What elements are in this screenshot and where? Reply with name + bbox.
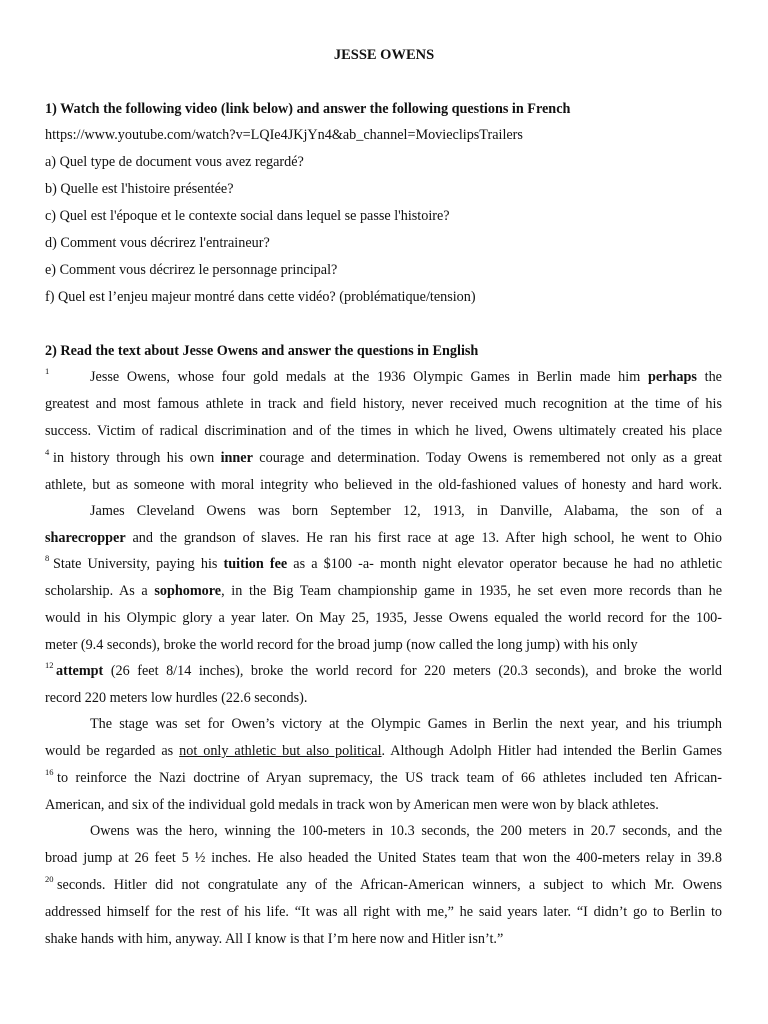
keyword-sharecropper: sharecropper xyxy=(45,530,126,546)
paragraph-3-line-1: The stage was set for Owen’s victory at the Olympic Games in Berlin the next year, and his triumph xyxy=(90,716,722,732)
paragraph-4-line-3: seconds. Hitler did not congratulate any of the African-American winners, a subject to which Mr. Owens xyxy=(57,877,722,893)
underlined-phrase: not only athletic but also political xyxy=(179,743,382,759)
line-number-8: 8 xyxy=(45,553,50,563)
line-number-20: 20 xyxy=(45,874,54,884)
question-e: e) Comment vous décrirez le personnage principal? xyxy=(45,262,338,278)
paragraph-3-line-2: would be regarded as not only athletic but also political. Although Adolph Hitler had intended the Berlin Games xyxy=(45,743,722,759)
section-1-heading: 1) Watch the following video (link below) and answer the following questions in French xyxy=(45,101,571,117)
paragraph-2-line-2: sharecropper and the grandson of slaves. He ran his first race at age 13. After high school, he went to Ohio xyxy=(45,530,722,546)
question-b: b) Quelle est l'histoire présentée? xyxy=(45,181,234,197)
line-number-4: 4 xyxy=(45,447,50,457)
paragraph-4-line-5: shake hands with him, anyway. All I know is that I’m here now and Hitler isn’t.” xyxy=(45,931,504,947)
keyword-attempt: attempt xyxy=(56,663,104,679)
paragraph-1-line-4: in history through his own inner courage and determination. Today Owens is remembered not only as a great xyxy=(53,450,722,466)
paragraph-2-line-7: attempt (26 feet 8/14 inches), broke the world record for 220 meters (20.3 seconds), and broke the world xyxy=(56,663,722,679)
question-f: f) Quel est l’enjeu majeur montré dans cette vidéo? (problématique/tension) xyxy=(45,289,476,305)
line-number-1: 1 xyxy=(45,366,50,376)
paragraph-1-line-3: success. Victim of radical discrimination and of the times in which he lived, Owens ultimately created his place xyxy=(45,423,722,439)
video-link[interactable]: https://www.youtube.com/watch?v=LQIe4JKjYn4&ab_channel=MovieclipsTrailers xyxy=(45,127,523,143)
paragraph-2-line-1: James Cleveland Owens was born September 12, 1913, in Danville, Alabama, the son of a xyxy=(90,503,722,519)
paragraph-4-line-1: Owens was the hero, winning the 100-meters in 10.3 seconds, the 200 meters in 20.7 seconds, and the xyxy=(90,823,722,839)
paragraph-1-line-2: greatest and most famous athlete in track and field history, never received much recognition at the time of his xyxy=(45,396,722,412)
keyword-inner: inner xyxy=(220,450,253,466)
question-a: a) Quel type de document vous avez regardé? xyxy=(45,154,304,170)
paragraph-2-line-4: scholarship. As a sophomore, in the Big Team championship game in 1935, he set even more records than he xyxy=(45,583,722,599)
paragraph-2-line-3: State University, paying his tuition fee as a $100 -a- month night elevator operator because he had no athletic xyxy=(53,556,723,572)
paragraph-1-line-1: Jesse Owens, whose four gold medals at the 1936 Olympic Games in Berlin made him perhaps the xyxy=(90,369,722,385)
paragraph-4-line-2: broad jump at 26 feet 5 ½ inches. He also headed the United States team that won the 400-meters relay in 39.8 xyxy=(45,850,722,866)
keyword-perhaps: perhaps xyxy=(648,369,697,385)
line-number-16: 16 xyxy=(45,767,54,777)
keyword-tuition-fee: tuition fee xyxy=(223,556,288,572)
line-number-12: 12 xyxy=(45,660,54,670)
document-title: JESSE OWENS xyxy=(333,47,435,63)
paragraph-3-line-4: American, and six of the individual gold medals in track won by American men were won by black athletes. xyxy=(45,797,659,813)
paragraph-2-line-5: would in his Olympic glory a year later. On May 25, 1935, Jesse Owens equaled the world record for the 100- xyxy=(45,610,722,626)
keyword-sophomore: sophomore xyxy=(154,583,222,599)
paragraph-4-line-4: addressed himself for the rest of his life. “It was all right with me,” he said years later. “I didn’t go to Berlin to xyxy=(45,904,722,920)
question-c: c) Quel est l'époque et le contexte social dans lequel se passe l'histoire? xyxy=(45,208,450,224)
paragraph-1-line-5: athlete, but as someone with moral integrity who believed in the old-fashioned values of honesty and hard work. xyxy=(45,477,722,493)
paragraph-3-line-3: to reinforce the Nazi doctrine of Aryan supremacy, the US track team of 66 athletes included ten African- xyxy=(57,770,722,786)
question-d: d) Comment vous décrirez l'entraineur? xyxy=(45,235,270,251)
section-2-heading: 2) Read the text about Jesse Owens and answer the questions in English xyxy=(45,343,479,359)
paragraph-2-line-8: record 220 meters low hurdles (22.6 seconds). xyxy=(45,690,308,706)
paragraph-2-line-6: meter (9.4 seconds), broke the world record for the broad jump (now called the long jump) with his only xyxy=(45,637,638,653)
